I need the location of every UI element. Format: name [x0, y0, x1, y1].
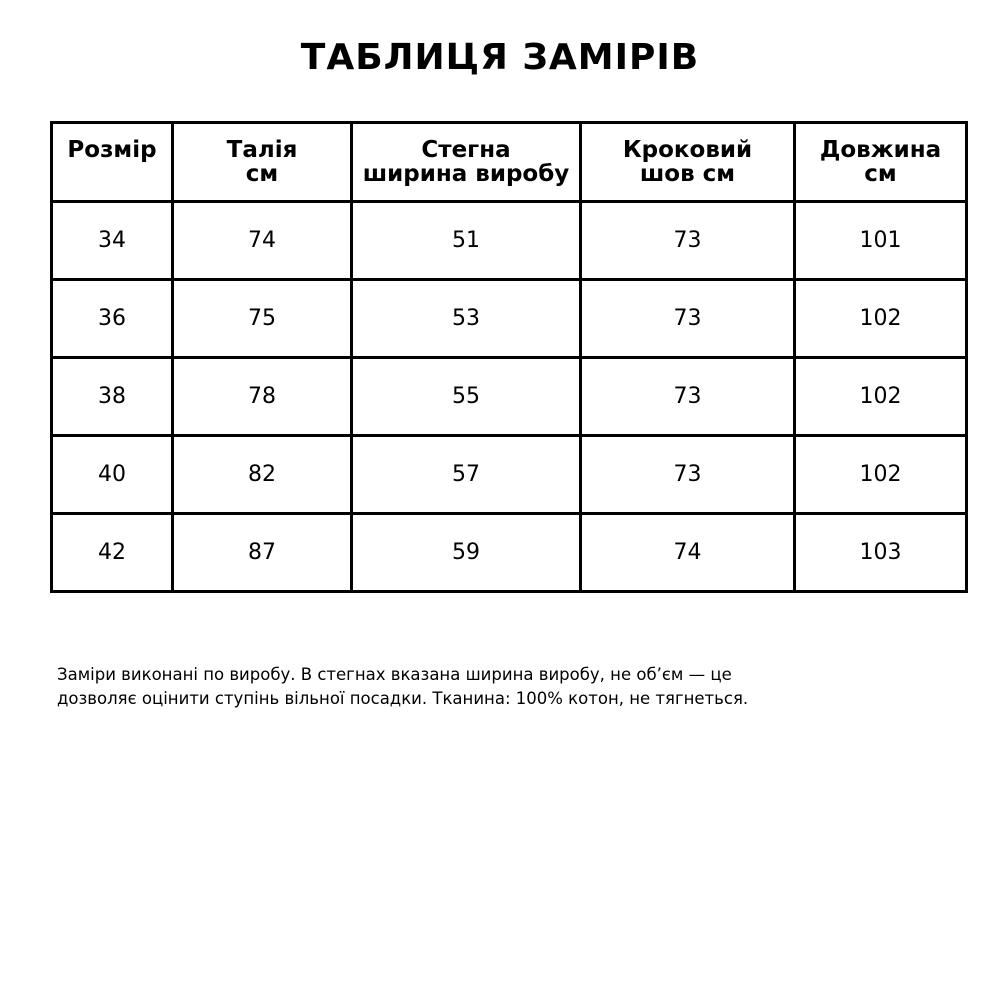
- cell-length: 102: [795, 358, 967, 436]
- table-row: [52, 280, 967, 358]
- cell-size: 40: [52, 436, 173, 514]
- header-hips-subtitle: ширина виробу: [362, 161, 570, 187]
- cell-waist: 82: [173, 436, 352, 514]
- measurement-note: Заміри виконані по виробу. В стегнах вказана ширина виробу, не об’єм — це дозволяє оцінити ступінь вільної посадки. Тканина: 100% котон, не тягнеться.: [57, 665, 749, 708]
- header-waist-unit: см: [245, 161, 279, 187]
- cell-length: 103: [795, 514, 967, 592]
- cell-hips: 59: [352, 514, 581, 592]
- cell-inseam: 73: [581, 436, 795, 514]
- cell-hips: 53: [352, 280, 581, 358]
- header-hips-label: Стегна: [421, 137, 511, 163]
- cell-inseam: 74: [581, 514, 795, 592]
- header-length: [795, 123, 967, 202]
- header-length-unit: см: [864, 161, 897, 187]
- table-row: [52, 202, 967, 280]
- cell-inseam: 73: [581, 358, 795, 436]
- cell-hips: 55: [352, 358, 581, 436]
- header-inseam: [581, 123, 795, 202]
- cell-size: 36: [52, 280, 173, 358]
- header-row: [52, 123, 967, 202]
- cell-waist: 75: [173, 280, 352, 358]
- header-size-label: Розмір: [67, 137, 157, 163]
- header-size: [52, 123, 173, 202]
- header-waist: [173, 123, 352, 202]
- cell-waist: 74: [173, 202, 352, 280]
- cell-hips: 57: [352, 436, 581, 514]
- header-hips: [352, 123, 581, 202]
- table-row: [52, 436, 967, 514]
- cell-length: 102: [795, 436, 967, 514]
- cell-length: 102: [795, 280, 967, 358]
- cell-inseam: 73: [581, 202, 795, 280]
- table-row: [52, 514, 967, 592]
- header-length-label: Довжина: [819, 137, 942, 163]
- table-row: [52, 358, 967, 436]
- page-title: ТАБЛИЦЯ ЗАМІРІВ: [300, 37, 700, 78]
- cell-waist: 78: [173, 358, 352, 436]
- cell-size: 34: [52, 202, 173, 280]
- cell-hips: 51: [352, 202, 581, 280]
- header-inseam-unit: шов см: [639, 161, 736, 187]
- cell-length: 101: [795, 202, 967, 280]
- cell-inseam: 73: [581, 280, 795, 358]
- header-inseam-label: Кроковий: [622, 137, 753, 163]
- cell-size: 42: [52, 514, 173, 592]
- cell-waist: 87: [173, 514, 352, 592]
- cell-size: 38: [52, 358, 173, 436]
- header-waist-label: Талія: [226, 137, 298, 163]
- size-table: [50, 121, 968, 593]
